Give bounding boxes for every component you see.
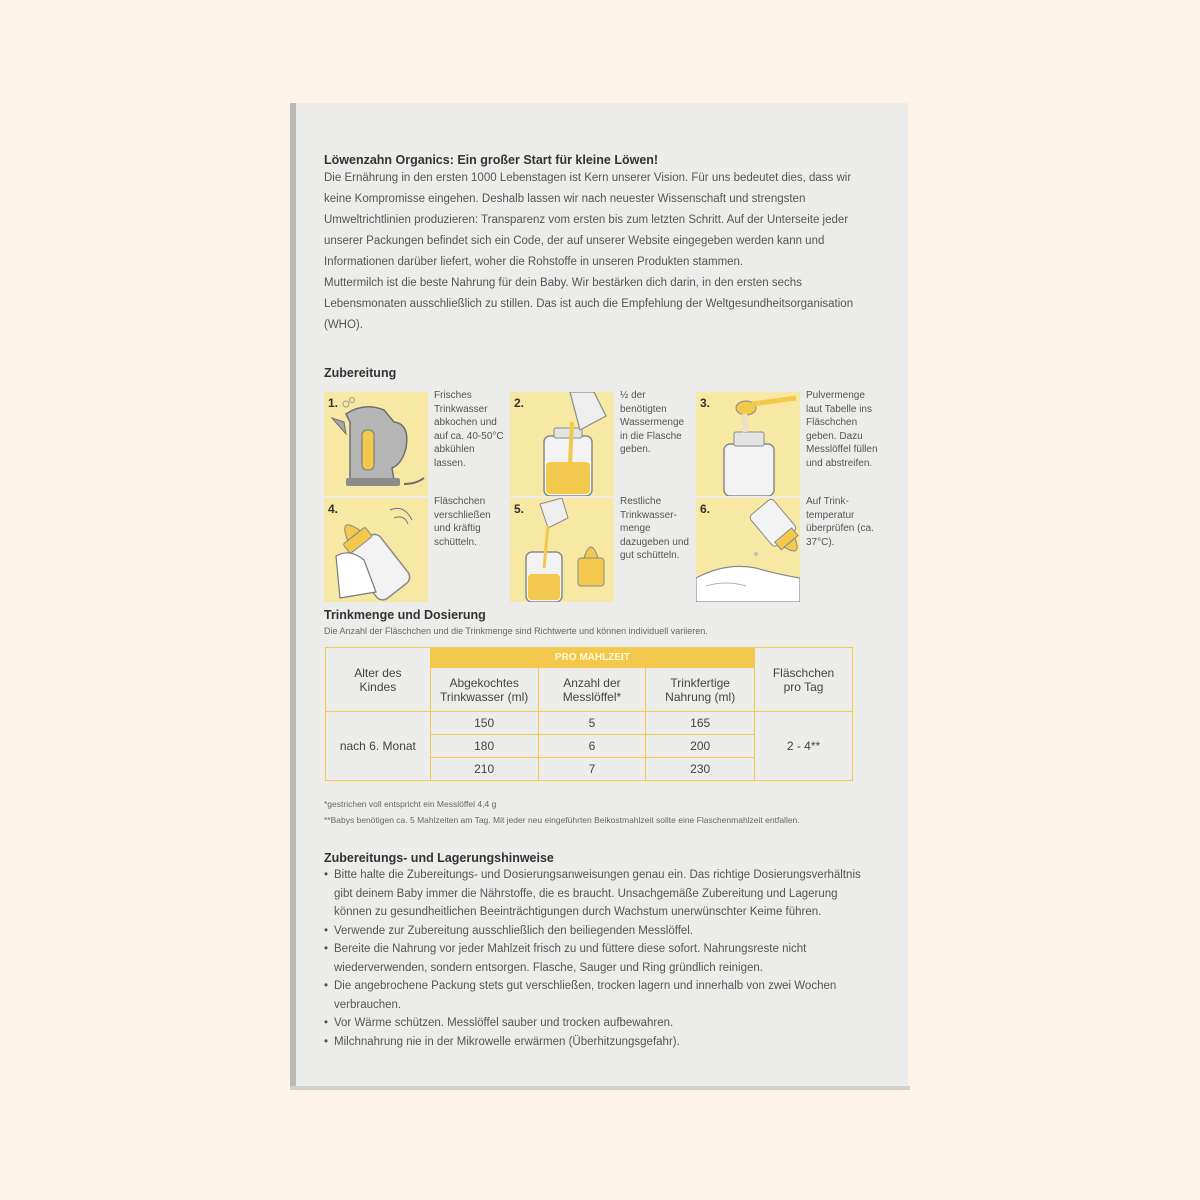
step-number: 4.	[328, 502, 339, 516]
step-4	[324, 498, 502, 602]
footnotes	[324, 796, 884, 828]
footnote-scoop: *gestrichen voll entspricht ein Messlöffel 4,4 g	[324, 799, 497, 809]
header-ready: Trinkfertige Nahrung (ml)	[646, 668, 755, 712]
header-per-meal: PRO MAHLZEIT	[430, 648, 754, 668]
step-1	[324, 392, 502, 496]
scoops-cell: 7	[538, 758, 646, 781]
ready-cell: 230	[646, 758, 755, 781]
storage-title: Zubereitungs- und Lagerungshinweise	[324, 851, 554, 865]
water-cell: 150	[430, 712, 538, 735]
ready-cell: 165	[646, 712, 755, 735]
step-2	[510, 392, 688, 496]
kettle-icon	[324, 392, 428, 496]
storage-list	[324, 866, 864, 1051]
bottles-cell: 2 - 4**	[755, 712, 853, 781]
list-item: • Milchnahrung nie in der Mikrowelle erwärmen (Überhitzungsgefahr).	[324, 1033, 864, 1052]
list-item: • Verwende zur Zubereitung ausschließlich den beiliegenden Messlöffel.	[324, 922, 864, 941]
pour-water-icon	[510, 392, 614, 496]
step-number: 3.	[700, 396, 711, 410]
dosage-table	[325, 647, 853, 781]
step-number: 6.	[700, 502, 711, 516]
table-row	[326, 712, 853, 735]
step-text: Fläschchen verschließen und kräftig schütteln.	[434, 496, 491, 548]
age-cell: nach 6. Monat	[326, 712, 431, 781]
footnote-meals: **Babys benötigen ca. 5 Mahlzeiten am Tag. Mit jeder neu eingeführten Beikostmahlzeit sollte eine Flaschenmahlzeit entfallen.	[324, 815, 800, 825]
scoops-cell: 5	[538, 712, 646, 735]
step-text: Auf Trink-temperatur überprüfen (ca. 37°C).	[806, 496, 874, 548]
scoop-powder-icon	[696, 392, 800, 496]
intro-section	[324, 152, 864, 336]
list-item: • Die angebrochene Packung stets gut verschließen, trocken lagern und innerhalb von zwei Wochen verbrauchen.	[324, 977, 864, 1014]
dosage-title: Trinkmenge und Dosierung	[324, 608, 486, 622]
list-item: • Bereite die Nahrung vor jeder Mahlzeit frisch zu und füttere diese sofort. Nahrungsreste nicht wiederverwenden, sondern entsorgen. Flasche, Sauger und Ring gründlich reinigen.	[324, 940, 864, 977]
intro-title: Löwenzahn Organics: Ein großer Start für kleine Löwen!	[324, 153, 659, 167]
ready-cell: 200	[646, 735, 755, 758]
step-5	[510, 498, 688, 602]
step-number: 2.	[514, 396, 525, 410]
add-water-icon	[510, 498, 614, 602]
step-number: 1.	[328, 396, 339, 410]
step-text: Frisches Trinkwasser abkochen und auf ca. 40-50°C abkühlen lassen.	[434, 390, 504, 469]
header-water: Abgekochtes Trinkwasser (ml)	[430, 668, 538, 712]
list-item: • Bitte halte die Zubereitungs- und Dosierungsanweisungen genau ein. Das richtige Dosierungsverhältnis gibt deinem Baby immer die Nährstoffe, die es braucht. Unsachgemäße Zubereitung und Lagerung können zu gesundheitlichen Beeinträchtigungen durch Wachstum unerwünschter Keime führen.	[324, 866, 864, 922]
water-cell: 180	[430, 735, 538, 758]
header-scoops: Anzahl der Messlöffel*	[538, 668, 646, 712]
test-temperature-icon	[696, 498, 800, 602]
box-bottom-edge	[290, 1086, 910, 1090]
step-3	[696, 390, 878, 496]
step-text: Restliche Trinkwasser-menge dazugeben und gut schütteln.	[620, 496, 689, 561]
step-text: Pulvermenge laut Tabelle ins Fläschchen geben. Dazu Messlöffel füllen und abstreifen.	[806, 390, 878, 469]
water-cell: 210	[430, 758, 538, 781]
intro-paragraph-2: Muttermilch ist die beste Nahrung für dein Baby. Wir bestärken dich darin, in den ersten sechs Lebensmonaten ausschließlich zu stillen. Das ist auch die Empfehlung der Weltgesundheitsorganisation (WHO).	[324, 277, 854, 331]
list-item: • Vor Wärme schützen. Messlöffel sauber und trocken aufbewahren.	[324, 1014, 864, 1033]
step-6	[696, 498, 874, 602]
intro-paragraph-1: Die Ernährung in den ersten 1000 Lebenstagen ist Kern unserer Vision. Für uns bedeutet dies, dass wir keine Kompromisse eingehen. Deshalb lassen wir nach neuester Wissenschaft und strengsten Umweltrichtlinien produzieren: Transparenz vom ersten bis zum letzten Schritt. Auf der Unterseite jeder unserer Packungen befindet sich ein Code, der auf unserer Website eingegeben werden kann und Informationen darüber liefert, woher die Rohstoffe in unseren Produkten stammen.	[324, 172, 852, 268]
dosage-subtitle: Die Anzahl der Fläschchen und die Trinkmenge sind Richtwerte und können individuell variieren.	[324, 626, 708, 636]
preparation-title: Zubereitung	[324, 366, 397, 380]
shake-bottle-icon	[324, 498, 428, 602]
header-bottles-per-day: Fläschchen pro Tag	[755, 648, 853, 712]
step-number: 5.	[514, 502, 525, 516]
header-age: Alter des Kindes	[326, 648, 431, 712]
scoops-cell: 6	[538, 735, 646, 758]
step-text: ½ der benötigten Wassermenge in die Flasche geben.	[620, 390, 685, 455]
